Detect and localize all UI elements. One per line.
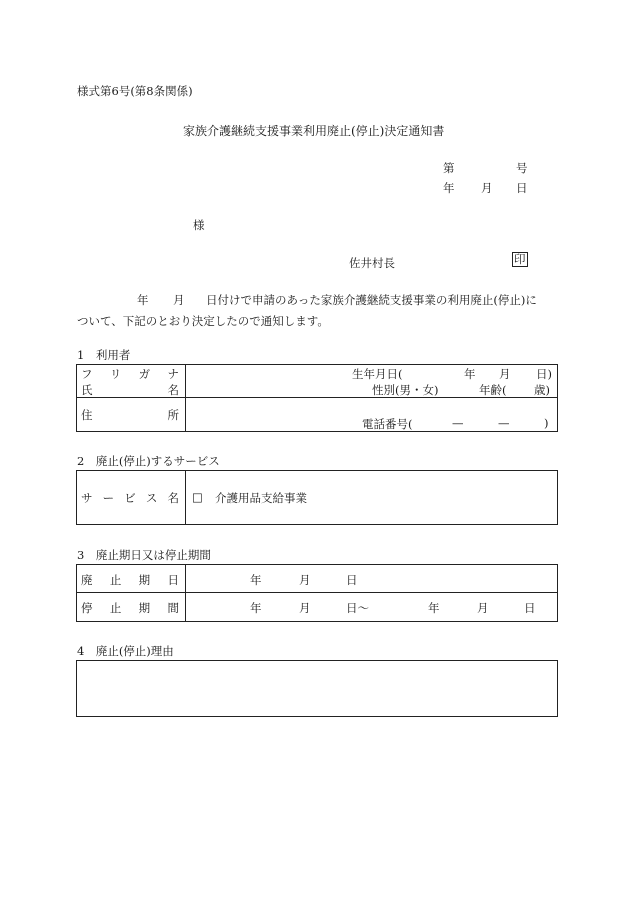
phone-close: ) xyxy=(544,416,549,430)
divider xyxy=(76,592,558,593)
divider xyxy=(185,470,186,525)
form-number: 様式第6号(第8条関係) xyxy=(77,84,193,98)
seal-mark xyxy=(512,252,528,267)
name-label: 氏 名 xyxy=(81,383,179,397)
service-checkbox: □ xyxy=(192,490,203,504)
seal-text: 印 xyxy=(514,252,526,266)
suspension-period-label: 停 止 期 間 xyxy=(81,601,179,615)
address-label: 住 所 xyxy=(81,408,179,422)
suspension-start-year: 年 xyxy=(250,601,262,615)
birth-day: 日) xyxy=(536,367,552,381)
doc-number-dai: 第 xyxy=(443,161,455,175)
phone-label: 電話番号( xyxy=(362,417,413,431)
abolition-date-label: 廃 止 期 日 xyxy=(81,573,179,587)
phone-dash-1: — xyxy=(452,416,464,430)
divider xyxy=(185,364,186,432)
doc-number-go: 号 xyxy=(516,161,528,175)
birthdate-label: 生年月日( xyxy=(352,367,403,381)
service-name-label: サ ー ビ ス 名 xyxy=(81,491,179,505)
birth-year: 年 xyxy=(464,367,476,381)
suspension-end-month: 月 xyxy=(477,601,489,615)
birth-month: 月 xyxy=(499,367,511,381)
furigana-label: フ リ ガ ナ xyxy=(81,367,179,381)
suspension-start-month: 月 xyxy=(299,601,311,615)
age-label: 年齢( xyxy=(479,383,507,397)
divider xyxy=(185,564,186,622)
body-line1: 日付けで申請のあった家族介護継続支援事業の利用廃止(停止)に xyxy=(206,293,537,307)
section3-heading: 3 廃止期日又は停止期間 xyxy=(77,548,211,562)
section2-heading: 2 廃止(停止)するサービス xyxy=(77,454,220,468)
phone-dash-2: — xyxy=(498,416,510,430)
body-month: 月 xyxy=(173,293,185,307)
date-year: 年 xyxy=(443,181,455,195)
document-title: 家族介護継続支援事業利用廃止(停止)決定通知書 xyxy=(183,124,445,138)
sex-label: 性別(男・女) xyxy=(372,383,439,397)
section1-heading: 1 利用者 xyxy=(77,348,131,362)
body-line2: ついて、下記のとおり決定したので通知します。 xyxy=(77,314,329,328)
abolition-month: 月 xyxy=(299,573,311,587)
abolition-year: 年 xyxy=(250,573,262,587)
section4-heading: 4 廃止(停止)理由 xyxy=(77,644,174,658)
body-year: 年 xyxy=(137,293,149,307)
date-day: 日 xyxy=(516,181,528,195)
reason-box xyxy=(76,660,558,717)
service-value: 介護用品支給事業 xyxy=(215,491,307,505)
suspension-end-day: 日 xyxy=(524,601,536,615)
suspension-start-day: 日〜 xyxy=(346,601,369,615)
addressee-suffix: 様 xyxy=(193,218,205,232)
suspension-end-year: 年 xyxy=(428,601,440,615)
issuer-name: 佐井村長 xyxy=(349,256,395,270)
abolition-day: 日 xyxy=(346,573,358,587)
age-close: 歳) xyxy=(534,383,550,397)
date-month: 月 xyxy=(481,181,493,195)
